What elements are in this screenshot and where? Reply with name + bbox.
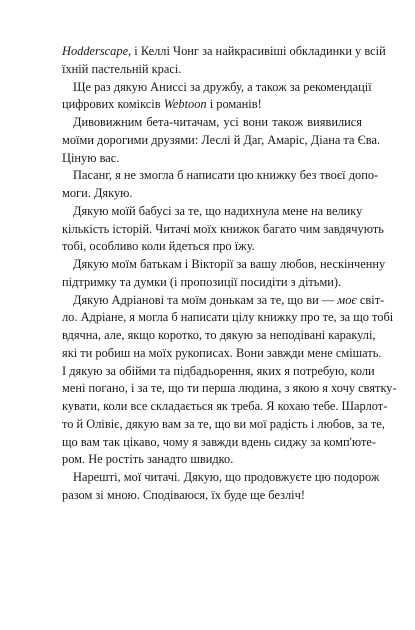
text-line: І дякую за обійми та підбадьорення, яких я потребую, коли bbox=[62, 363, 375, 378]
text-line: Нарешті, мої читачі. Дякую, що продовжуєте цю подорож bbox=[73, 470, 380, 484]
text-line: які ти робиш на моїх рукописах. Вони завжди мене смішать. bbox=[62, 345, 382, 360]
text-line: моїми дорогими друзями: Леслі й Даг, Амаріс, Діана та Єва. bbox=[62, 132, 381, 147]
text-line: що вам так цікаво, чому я завжди вдень сиджу за комп'юте- bbox=[62, 434, 376, 449]
text-line: ло. Адріане, я могла б написати цілу книжку про те, за що тобі bbox=[62, 310, 394, 325]
text-line: Дякую моїй бабусі за те, що надихнула мене на велику bbox=[73, 203, 363, 218]
text-line: Пасанг, я не змогла б написати цю книжку без твоєї допо- bbox=[73, 168, 379, 183]
text-line: Дивовижним бета-читачам, усі вони також виявилися bbox=[73, 115, 362, 129]
emphasis-word: моє bbox=[337, 292, 357, 307]
text-line: цифрових коміксів Webtoon і романів! bbox=[62, 97, 262, 112]
paragraph bbox=[62, 114, 381, 167]
text-line: кількість історій. Читачі моїх книжок багато чим завдячують bbox=[62, 221, 384, 236]
paragraph bbox=[62, 167, 379, 203]
text-line: тобі, особливо коли йдеться про їжу. bbox=[62, 239, 255, 254]
text-line: мені погано, і за те, що ти перша людина, з якою я хочу святку- bbox=[62, 381, 397, 396]
webtoon-name: Webtoon bbox=[163, 97, 207, 112]
publisher-name: Hodderscape bbox=[62, 44, 129, 58]
text-line: підтримку та думки (і пропозиції посидіти з дітьми). bbox=[62, 274, 342, 289]
text-line: їхній пастельній красі. bbox=[62, 61, 182, 76]
text-line: Дякую Адріанові та моїм донькам за те, що ви — моє світ- bbox=[73, 292, 385, 307]
text-line: разом зі мною. Сподіваюся, їх буде ще безліч! bbox=[62, 487, 305, 502]
paragraph bbox=[62, 256, 386, 292]
text-line: кувати, коли все складається як треба. Я кохаю тебе. Шарлот- bbox=[62, 399, 388, 413]
text-line: моги. Дякую. bbox=[62, 186, 133, 200]
text-line: Ще раз дякую Аниссі за дружбу, а також за рекомендації bbox=[73, 79, 372, 94]
text-line: Дякую моїм батькам і Вікторії за вашу любов, нескінченну bbox=[73, 257, 386, 271]
text-line: ром. Не ростіть занадто швидко. bbox=[62, 452, 234, 467]
paragraph bbox=[62, 292, 397, 470]
acknowledgements-text bbox=[62, 43, 397, 505]
text-line: Ціную вас. bbox=[62, 150, 120, 165]
text-line: вдячна, але, якщо коротко, то дякую за неподівані каракулі, bbox=[62, 328, 376, 342]
paragraph bbox=[62, 79, 372, 115]
paragraph bbox=[62, 203, 384, 256]
text-line: Hodderscape, і Келлі Чонг за найкрасивіші обкладинки у всій bbox=[62, 44, 386, 58]
paragraph bbox=[62, 469, 380, 505]
paragraph bbox=[62, 43, 386, 79]
text-line: то й Олівіє, дякую вам за те, що ви мої радість і любов, за те, bbox=[62, 416, 385, 431]
